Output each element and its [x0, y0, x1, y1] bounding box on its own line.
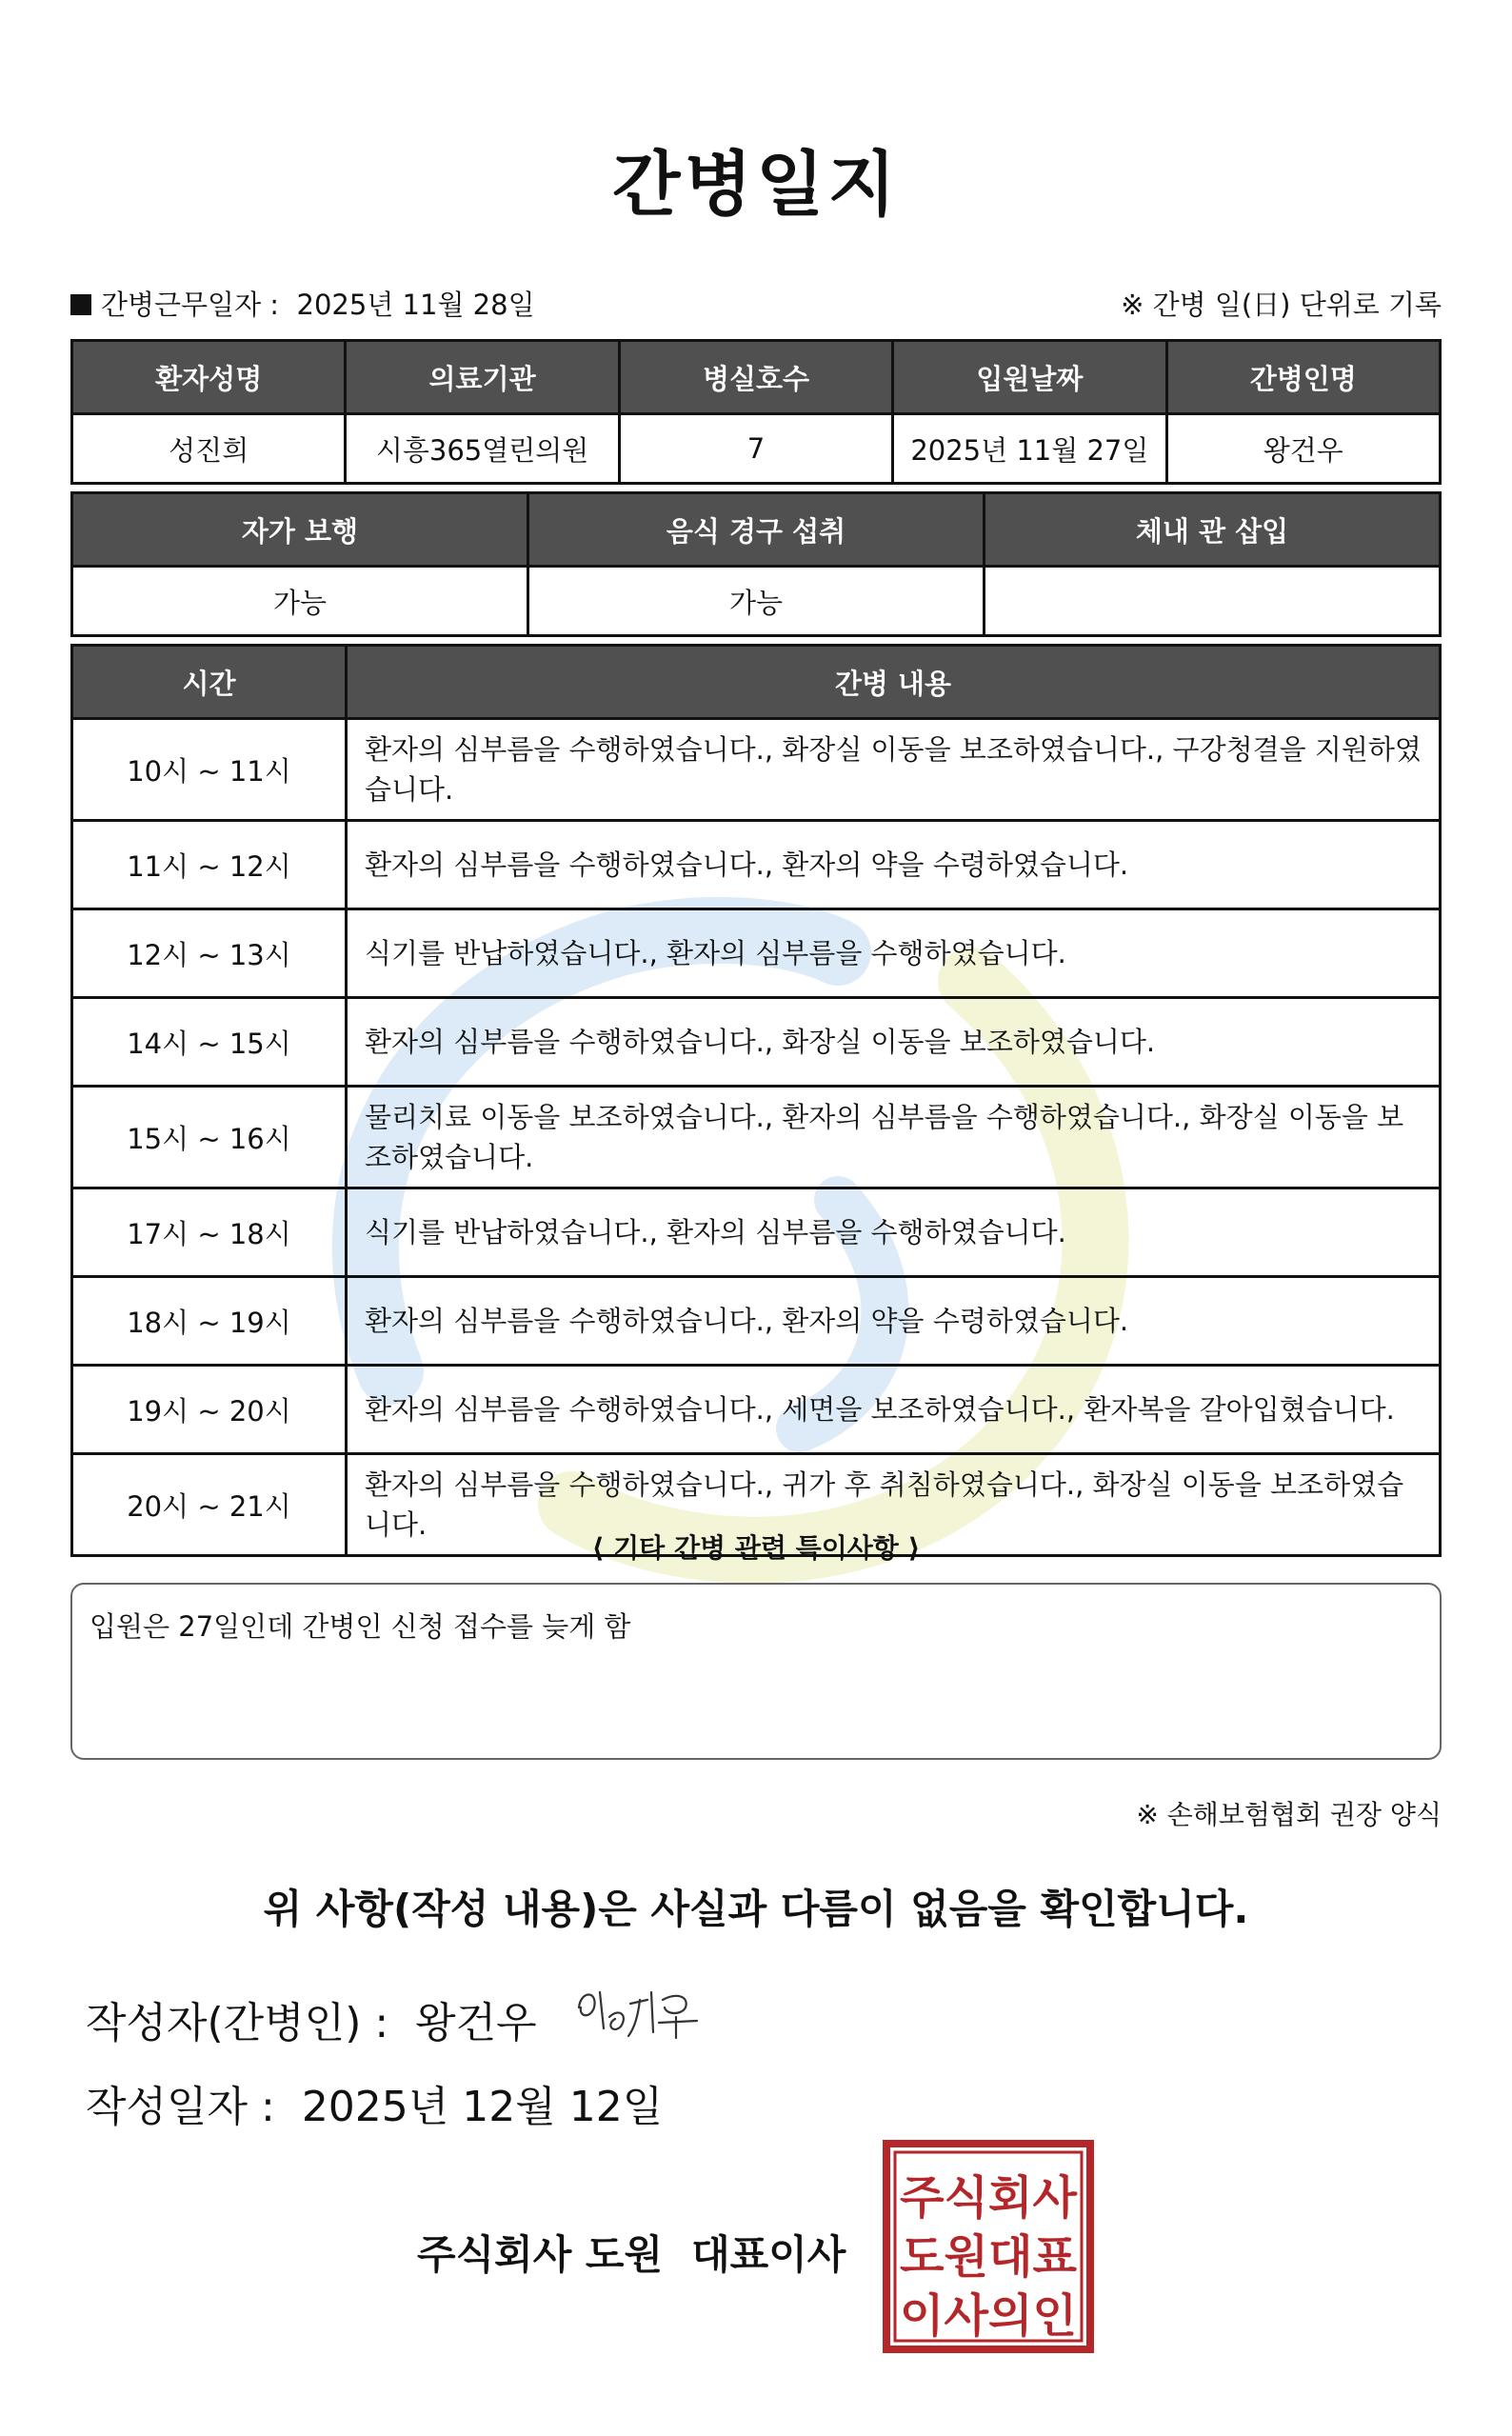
tube-insertion — [985, 567, 1441, 636]
header-admission-date: 입원날짜 — [893, 341, 1166, 414]
time-cell: 18시 ~ 19시 — [72, 1277, 347, 1366]
notes-text: 입원은 27일인데 간병인 신청 접수를 늦게 함 — [90, 1610, 631, 1643]
time-cell: 14시 ~ 15시 — [72, 998, 347, 1087]
care-log-table — [70, 644, 1442, 1557]
work-date — [70, 284, 535, 323]
square-bullet-icon — [70, 294, 91, 315]
seal-line-2: 도원대표 — [900, 2230, 1078, 2284]
info-row — [70, 284, 1442, 322]
content-cell: 환자의 심부름을 수행하였습니다., 세면을 보조하였습니다., 환자복을 갈아입혔습니다. — [347, 1366, 1441, 1454]
content-cell: 물리치료 이동을 보조하였습니다., 환자의 심부름을 수행하였습니다., 화장실 이동을 보조하였습니다. — [347, 1087, 1441, 1188]
time-cell: 15시 ~ 16시 — [72, 1087, 347, 1188]
company-name: 주식회사 도원 — [417, 2231, 664, 2278]
date-line — [86, 2072, 663, 2133]
content-cell: 환자의 심부름을 수행하였습니다., 환자의 약을 수령하였습니다. — [347, 821, 1441, 909]
header-oral-intake: 음식 경구 섭취 — [528, 493, 985, 567]
document-title: 간병일지 — [612, 144, 900, 226]
content-cell: 식기를 반납하였습니다., 환자의 심부름을 수행하였습니다. — [347, 909, 1441, 998]
company-signature — [417, 2224, 846, 2281]
table-row — [72, 821, 1441, 909]
content-cell: 환자의 심부름을 수행하였습니다., 화장실 이동을 보조하였습니다., 구강청결을 지원하였습니다. — [347, 719, 1441, 821]
header-tube-insertion: 체내 관 삽입 — [985, 493, 1441, 567]
patient-name: 성진희 — [72, 414, 346, 484]
date-value: 2025년 12월 12일 — [301, 2083, 664, 2131]
institution: 시흥365열린의원 — [346, 414, 619, 484]
notes-box — [70, 1583, 1442, 1760]
company-title: 대표이사 — [691, 2231, 846, 2278]
table-row — [72, 1188, 1441, 1277]
writer-name: 왕건우 — [415, 1999, 537, 2047]
patient-info-table — [70, 339, 1442, 485]
time-cell: 19시 ~ 20시 — [72, 1366, 347, 1454]
table-row — [72, 998, 1441, 1087]
time-cell: 10시 ~ 11시 — [72, 719, 347, 821]
writer-line — [86, 1988, 537, 2049]
header-self-walking: 자가 보행 — [72, 493, 528, 567]
content-cell: 환자의 심부름을 수행하였습니다., 화장실 이동을 보조하였습니다. — [347, 998, 1441, 1087]
seal-line-1: 주식회사 — [900, 2171, 1078, 2225]
time-cell: 17시 ~ 18시 — [72, 1188, 347, 1277]
oral-intake: 가능 — [528, 567, 985, 636]
table-row — [72, 909, 1441, 998]
unit-note: ※ 간병 일(日) 단위로 기록 — [1121, 289, 1442, 321]
notes-heading: ⟨ 기타 간병 관련 특이사항 ⟩ — [591, 1532, 921, 1564]
content-cell: 식기를 반납하였습니다., 환자의 심부름을 수행하였습니다. — [347, 1188, 1441, 1277]
time-cell: 20시 ~ 21시 — [72, 1454, 347, 1556]
seal-line-3: 이사의인 — [900, 2289, 1077, 2343]
table-row — [72, 1366, 1441, 1454]
header-caregiver-name: 간병인명 — [1166, 341, 1440, 414]
table-row — [72, 1087, 1441, 1188]
header-care-content: 간병 내용 — [347, 646, 1441, 719]
time-cell: 12시 ~ 13시 — [72, 909, 347, 998]
time-cell: 11시 ~ 12시 — [72, 821, 347, 909]
work-date-label: 간병근무일자 : — [101, 289, 280, 321]
room-number: 7 — [619, 414, 892, 484]
table-row — [72, 1277, 1441, 1366]
header-room: 병실호수 — [619, 341, 892, 414]
handwritten-signature — [571, 1979, 724, 2046]
content-cell: 환자의 심부름을 수행하였습니다., 귀가 후 취침하였습니다., 화장실 이동을 보조하였습니다. — [347, 1454, 1441, 1556]
table-row — [72, 719, 1441, 821]
work-date-value: 2025년 11월 28일 — [296, 289, 535, 321]
header-institution: 의료기관 — [346, 341, 619, 414]
writer-label: 작성자(간병인) : — [86, 1999, 389, 2047]
header-time: 시간 — [72, 646, 347, 719]
date-label: 작성일자 : — [86, 2083, 275, 2131]
header-patient-name: 환자성명 — [72, 341, 346, 414]
content-cell: 환자의 심부름을 수행하였습니다., 환자의 약을 수령하였습니다. — [347, 1277, 1441, 1366]
form-source-note: ※ 손해보험협회 권장 양식 — [1136, 1799, 1442, 1830]
confirmation-statement: 위 사항(작성 내용)은 사실과 다름이 없음을 확인합니다. — [263, 1886, 1249, 1932]
company-seal-stamp — [882, 2139, 1095, 2354]
caregiver-name: 왕건우 — [1166, 414, 1440, 484]
admission-date: 2025년 11월 27일 — [893, 414, 1166, 484]
self-walking: 가능 — [72, 567, 528, 636]
patient-status-table — [70, 491, 1442, 637]
